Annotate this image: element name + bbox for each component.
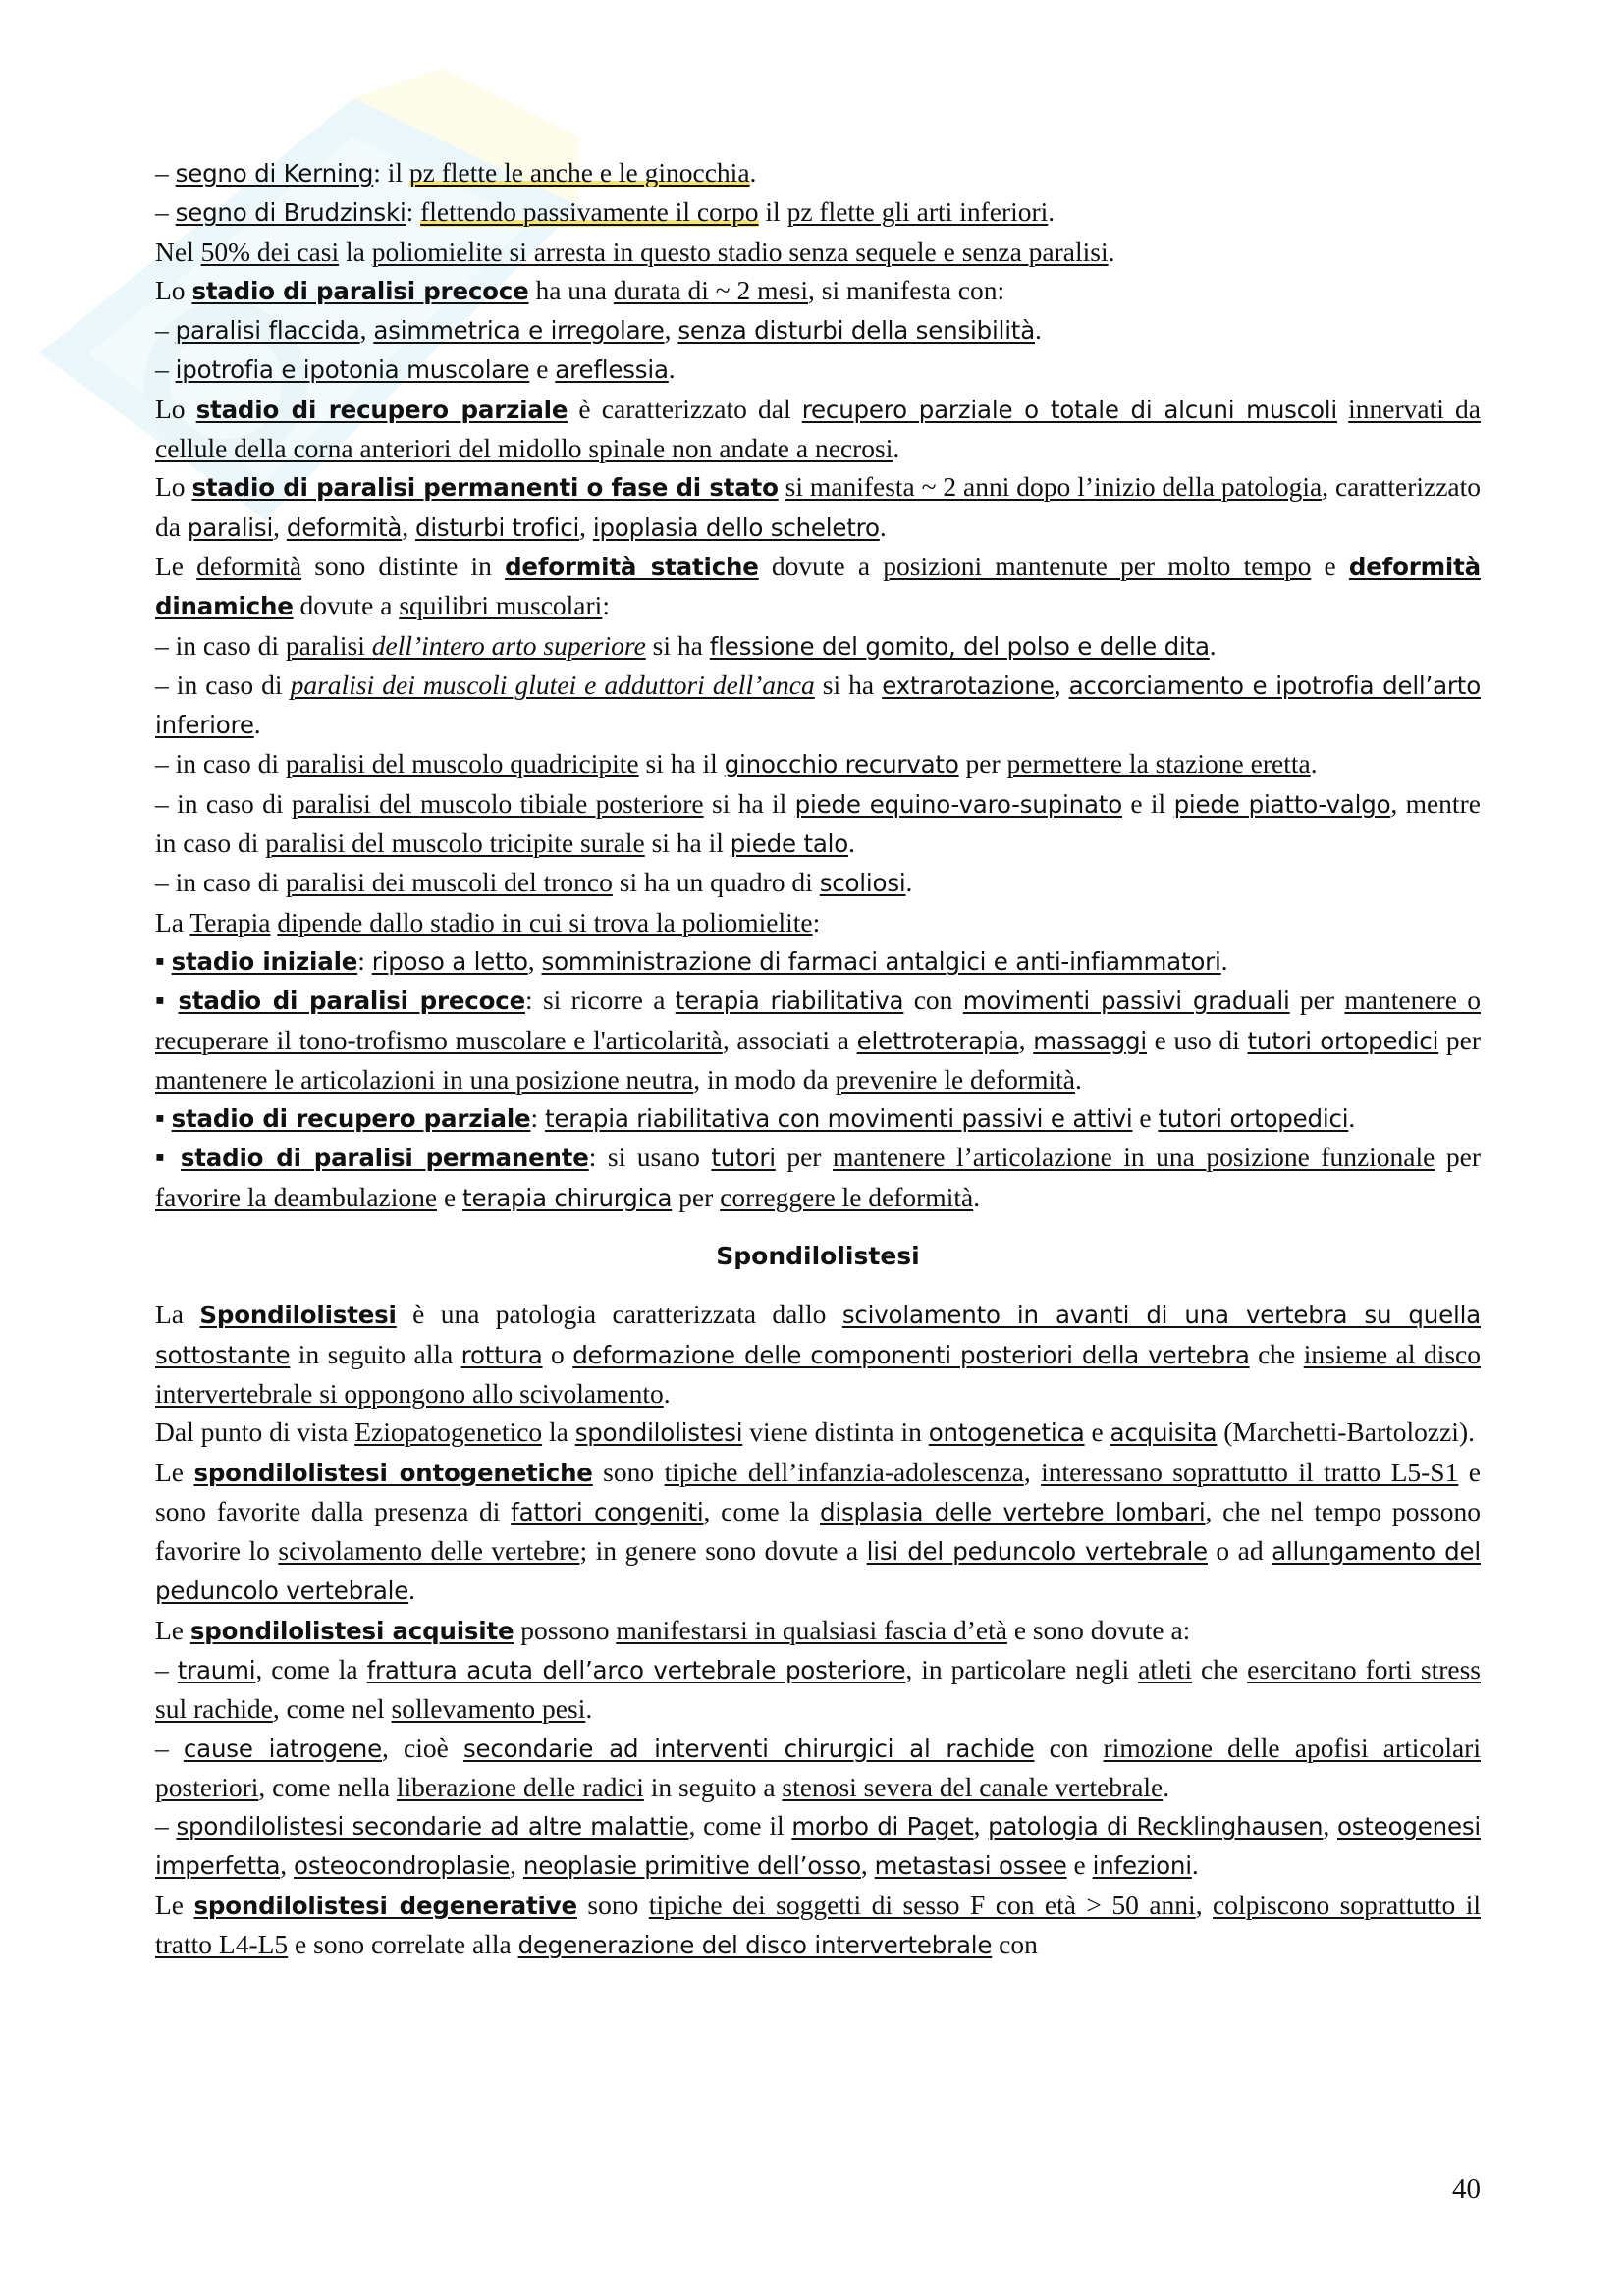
para-acquisite: Le spondilolistesi acquisite possono manifestarsi in qualsiasi fascia d’età e sono dovute a: xyxy=(155,1614,1191,1645)
document-page xyxy=(155,153,1481,1964)
para-recupero-parziale: Lo stadio di recupero parziale è caratterizzato dal recupero parziale o totale di alcuni muscoli innervati da cellule della corna anteriori del midollo spinale non andate a necrosi. xyxy=(155,393,1481,464)
line-kerning: – segno di Kerning: il pz flette le anche e le ginocchia. xyxy=(155,157,757,187)
bullet-stadio-iniziale: ▪ stadio iniziale: riposo a letto, somministrazione di farmaci antalgici e anti-infiammatori. xyxy=(155,944,1228,976)
section-title: Spondilolistesi xyxy=(716,1242,920,1271)
para-paralisi-precoce: Lo stadio di paralisi precoce ha una durata di ~ 2 mesi, si manifesta con: xyxy=(155,274,1005,305)
para-eziopatogenetico: Dal punto di vista Eziopatogenetico la spondilolistesi viene distinta in ontogenetica e acquisita (Marchetti-Bartolozzi). xyxy=(155,1416,1475,1448)
bullet-recupero-parziale: ▪ stadio di recupero parziale: terapia riabilitativa con movimenti passivi e attivi e tutori ortopedici. xyxy=(155,1102,1356,1134)
line-cause-iatrogene: – cause iatrogene, cioè secondarie ad interventi chirurgici al rachide con rimozione delle apofisi articolari posteriori, come nella liberazione delle radici in seguito a stenosi severa del canale vertebrale. xyxy=(155,1732,1481,1802)
line-paralisi-flaccida: – paralisi flaccida, asimmetrica e irregolare, senza disturbi della sensibilità. xyxy=(155,314,1042,346)
para-degenerative: Le spondilolistesi degenerative sono tipiche dei soggetti di sesso F con età > 50 anni, colpiscono soprattutto il tratto L4-L5 e sono correlate alla degenerazione del disco intervertebrale con xyxy=(155,1889,1482,1960)
line-tibiale: – in caso di paralisi del muscolo tibiale posteriore si ha il piede equino-varo-supinato e il piede piatto-valgo, mentre in caso di paralisi del muscolo tricipite surale si ha il piede talo. xyxy=(155,787,1481,859)
para-deformita: Le deformità sono distinte in deformità statiche dovute a posizioni mantenute per molto tempo e deformità dinamiche dovute a squilibri muscolari: xyxy=(155,550,1481,621)
bullet-paralisi-precoce: ▪ stadio di paralisi precoce: si ricorre a terapia riabilitativa con movimenti passivi graduali per mantenere o recuperare il tono-trofismo muscolare e l'articolarità, associati a elettroterapia, massaggi e uso di tutori ortopedici per mantenere le articolazioni in una posizione neutra, in modo da prevenire le deformità. xyxy=(155,985,1481,1095)
line-terapia: La Terapia dipende dallo stadio in cui si trova la poliomielite: xyxy=(155,906,821,937)
para-spondilolistesi-def: La Spondilolistesi è una patologia caratterizzata dallo scivolamento in avanti di una vertebra su quella sottostante in seguito alla rottura o deformazione delle componenti posteriori della vertebra che insieme al disco intervertebrale si oppongono allo scivolamento. xyxy=(155,1299,1481,1409)
line-glutei: – in caso di paralisi dei muscoli glutei e adduttori dell’anca si ha extrarotazione, accorciamento e ipotrofia dell’arto inferiore. xyxy=(155,668,1481,740)
line-quadricipite: – in caso di paralisi del muscolo quadricipite si ha il ginocchio recurvato per permettere la stazione eretta. xyxy=(155,748,1318,779)
line-secondarie: – spondilolistesi secondarie ad altre malattie, come il morbo di Paget, patologia di Recklinghausen, osteogenesi imperfetta, osteocondroplasie, neoplasie primitive dell’osso, metastasi ossee e infezioni. xyxy=(155,1810,1481,1881)
bullet-paralisi-permanente: ▪ stadio di paralisi permanente: si usano tutori per mantenere l’articolazione in una posizione funzionale per favorire la deambulazione e terapia chirurgica per correggere le deformità. xyxy=(155,1142,1481,1212)
line-50-percent: Nel 50% dei casi la poliomielite si arresta in questo stadio senza sequele e senza paralisi. xyxy=(155,236,1115,267)
line-brudzinski: – segno di Brudzinski: flettendo passivamente il corpo il pz flette gli arti inferiori. xyxy=(155,196,1056,228)
line-arto-superiore: – in caso di paralisi dell’intero arto superiore si ha flessione del gomito, del polso e delle dita. xyxy=(155,629,1217,661)
para-ontogenetiche: Le spondilolistesi ontogenetiche sono tipiche dell’infanzia-adolescenza, interessano soprattutto il tratto L5-S1 e sono favorite dalla presenza di fattori congeniti, come la displasia delle vertebre lombari, che nel tempo possono favorire lo scivolamento delle vertebre; in genere sono dovute a lisi del peduncolo vertebrale o ad allungamento del peduncolo vertebrale. xyxy=(155,1456,1481,1606)
line-traumi: – traumi, come la frattura acuta dell’arco vertebrale posteriore, in particolare negli atleti che esercitano forti stress sul rachide, come nel sollevamento pesi. xyxy=(155,1653,1482,1725)
line-tronco: – in caso di paralisi dei muscoli del tronco si ha un quadro di scoliosi. xyxy=(155,867,913,898)
para-paralisi-permanenti: Lo stadio di paralisi permanenti o fase di stato si manifesta ~ 2 anni dopo l’inizio della patologia, caratterizzato da paralisi, deformità, disturbi trofici, ipoplasia dello scheletro. xyxy=(155,471,1482,542)
line-ipotrofia: – ipotrofia e ipotonia muscolare e areflessia. xyxy=(155,353,676,385)
page-number: 40 xyxy=(1452,2173,1481,2205)
